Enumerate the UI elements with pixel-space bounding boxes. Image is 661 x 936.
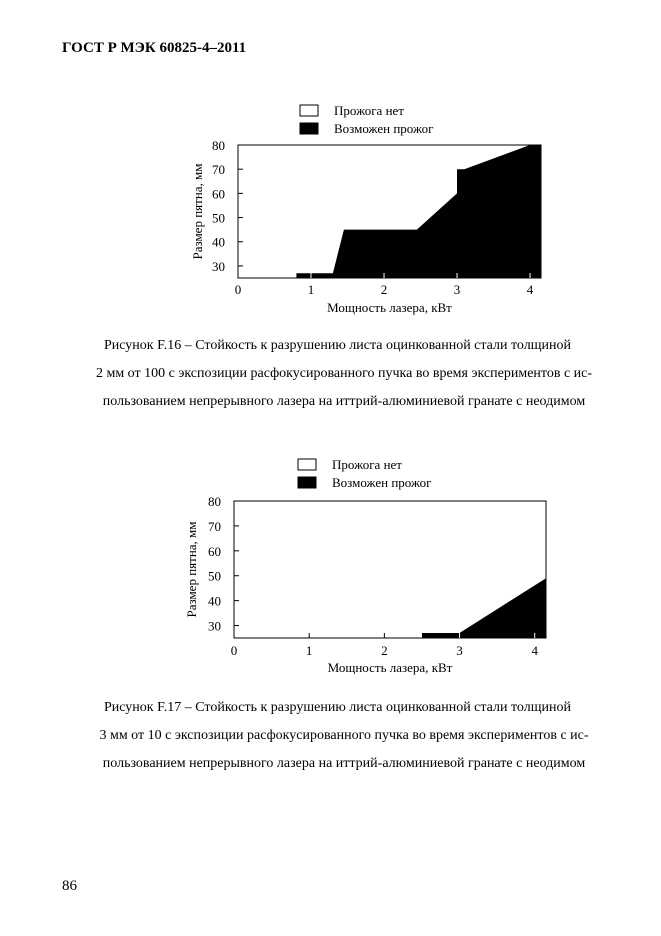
legend-label: Прожога нет [332,457,402,472]
y-axis-label: Размер пятна, мм [190,163,205,260]
burn-region [296,145,541,278]
x-axis-label: Мощность лазера, кВт [327,660,453,675]
y-tick-label: 30 [212,258,225,274]
page-number: 86 [62,878,77,894]
y-tick-label: 60 [212,186,225,202]
document-header: ГОСТ Р МЭК 60825-4–2011 [62,40,247,56]
x-tick-label: 1 [305,643,313,658]
x-tick-label: 0 [234,282,242,297]
legend-swatch [298,477,316,488]
legend-label: Возможен прожог [334,121,434,136]
y-tick-label: 40 [212,234,225,250]
figure-f16 [0,95,661,320]
caption-f16-line-2: 2 мм от 100 с экспозиции расфокусированного пучка во время экспериментов с ис- [95,366,593,381]
chart-f16 [0,95,661,320]
x-tick-label: 1 [307,282,315,297]
x-tick-label: 4 [531,643,538,658]
x-tick-label: 0 [230,643,238,658]
y-tick-label: 80 [212,138,225,153]
y-tick-label: 80 [208,494,221,509]
x-tick-label: 3 [453,282,461,297]
legend-swatch [300,123,318,134]
legend-label: Возможен прожог [332,475,432,490]
x-tick-label: 2 [381,643,388,658]
chart-f17 [0,450,661,680]
y-tick-label: 60 [208,543,221,559]
x-axis-label: Мощность лазера, кВт [327,300,452,315]
x-tick-label: 2 [380,282,388,297]
y-axis-label: Размер пятна, мм [184,521,199,618]
caption-f16 [60,332,628,416]
x-tick-label: 4 [526,282,534,297]
caption-f17-line-2: 3 мм от 10 с экспозиции расфокусированного пучка во время экспериментов с ис- [99,728,589,743]
caption-f17-line-3: пользованием непрерывного лазера на иттрий-алюминиевой гранате с неодимом [102,756,586,771]
y-tick-label: 30 [208,618,221,634]
legend-label: Прожога нет [334,103,404,118]
figure-f17 [0,450,661,680]
y-tick-label: 70 [212,162,225,178]
legend-swatch [298,459,316,470]
y-tick-label: 40 [208,593,221,609]
caption-f16-line-1: Рисунок F.16 – Стойкость к разрушению листа оцинкованной стали толщиной [104,338,571,353]
burn-region [422,578,546,638]
caption-f16-line-3: пользованием непрерывного лазера на иттрий-алюминиевой гранате с неодимом [102,394,586,409]
caption-f17-line-1: Рисунок F.17 – Стойкость к разрушению листа оцинкованной стали толщиной [104,700,571,715]
y-tick-label: 70 [208,518,221,534]
x-tick-label: 3 [456,643,463,658]
y-tick-label: 50 [212,210,225,226]
legend-swatch [300,105,318,116]
caption-f17 [60,694,628,778]
y-tick-label: 50 [208,568,221,584]
